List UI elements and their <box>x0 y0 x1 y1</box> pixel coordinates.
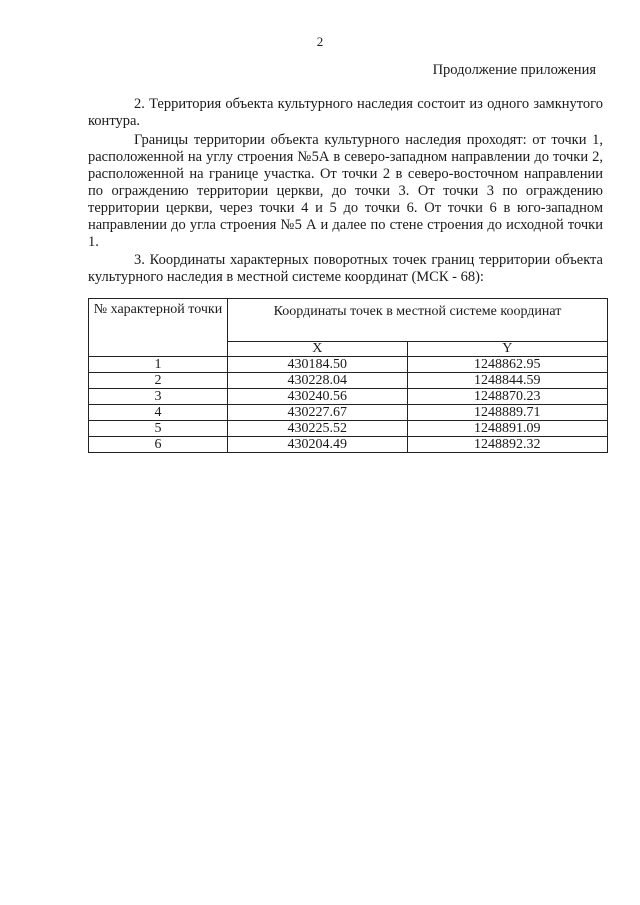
point-number: 5 <box>89 421 228 437</box>
continuation-title: Продолжение приложения <box>432 62 596 78</box>
table-row <box>89 405 608 421</box>
header-y: Y <box>407 342 607 357</box>
header-coordinates: Координаты точек в местной системе координат <box>228 299 608 342</box>
coord-y: 1248889.71 <box>407 405 607 421</box>
table-row <box>89 389 608 405</box>
point-number: 6 <box>89 437 228 453</box>
paragraph-boundaries <box>88 132 603 251</box>
point-number: 3 <box>89 389 228 405</box>
table-row <box>89 373 608 389</box>
coord-y: 1248870.23 <box>407 389 607 405</box>
paragraph-text: 3. Координаты характерных поворотных точек границ территории объекта культурного наследия в местной системе координат (МСК - 68): <box>88 252 603 285</box>
table-row <box>89 421 608 437</box>
coord-y: 1248891.09 <box>407 421 607 437</box>
coord-x: 430225.52 <box>228 421 408 437</box>
coord-y: 1248844.59 <box>407 373 607 389</box>
coordinates-table <box>88 298 608 453</box>
page-number: 2 <box>316 34 324 49</box>
point-number: 1 <box>89 357 228 373</box>
paragraph-text: 2. Территория объекта культурного наследия состоит из одного замкнутого контура. <box>88 96 603 129</box>
coord-y: 1248892.32 <box>407 437 607 453</box>
table-row <box>89 357 608 373</box>
table-row <box>89 437 608 453</box>
paragraph-coordinates-intro <box>88 252 603 286</box>
point-number: 4 <box>89 405 228 421</box>
paragraph-text: Границы территории объекта культурного наследия проходят: от точки 1, расположенной на углу строения №5А в северо-западном направлении до точки 2, расположенной на границе участка. От точки 2 в северо-восточном направлении по ограждению территории церкви, до точки 3. От точки 3 по ограждению территории церкви, через точки 4 и 5 до точки 6. От точки 6 в юго-западном направлении до угла строения №5 А и далее по стене строения до исходной точки 1. <box>88 132 603 250</box>
coord-y: 1248862.95 <box>407 357 607 373</box>
paragraph-territory-contour <box>88 96 603 130</box>
coord-x: 430227.67 <box>228 405 408 421</box>
header-point-number: № характерной точки <box>89 299 228 357</box>
coord-x: 430228.04 <box>228 373 408 389</box>
coord-x: 430184.50 <box>228 357 408 373</box>
coord-x: 430240.56 <box>228 389 408 405</box>
coord-x: 430204.49 <box>228 437 408 453</box>
point-number: 2 <box>89 373 228 389</box>
header-x: X <box>228 342 408 357</box>
